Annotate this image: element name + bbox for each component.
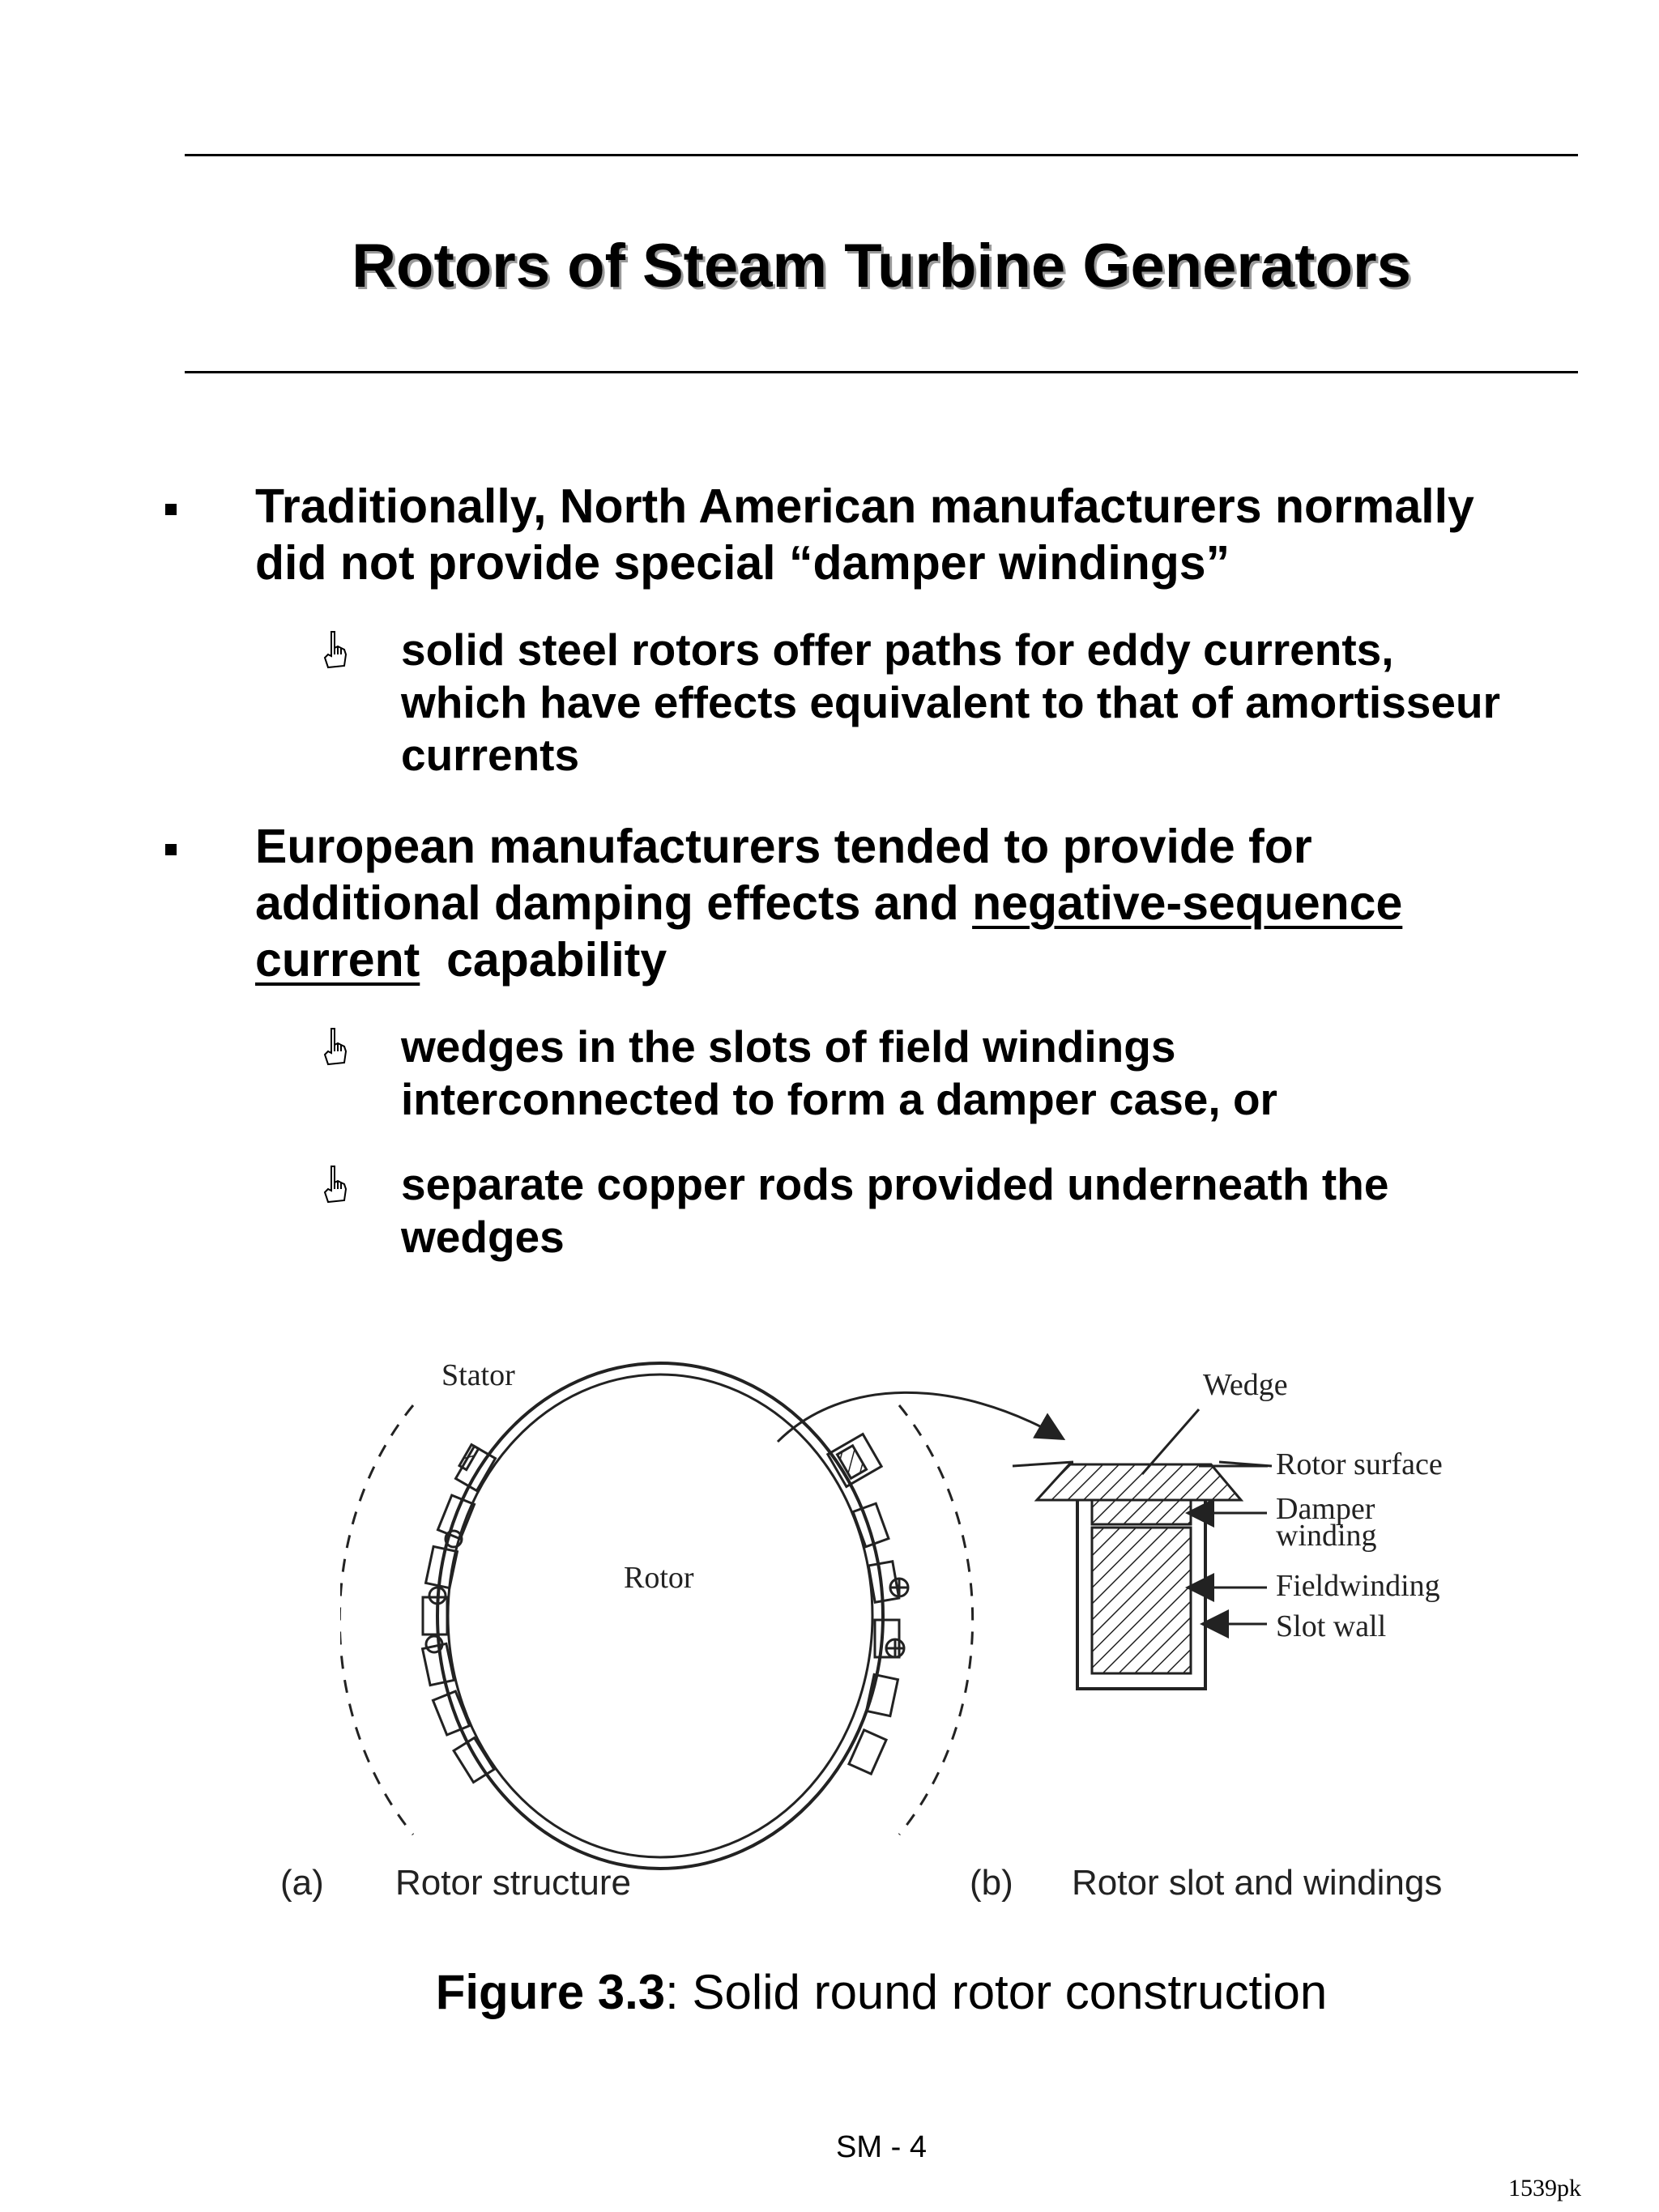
sub-bullet-text: currents (401, 730, 580, 780)
square-bullet-icon (165, 504, 177, 515)
subfigure-b-label: Rotor slot and windings (1072, 1863, 1443, 1903)
sub-bullet-text: interconnected to form a damper case, or (401, 1074, 1277, 1124)
stator-outline-right (899, 1405, 973, 1835)
rotor-construction-figure (340, 1328, 1491, 1928)
sub-bullet-text: separate copper rods provided underneath the (401, 1159, 1389, 1209)
sub-bullet-text: which have effects equivalent to that of amortisseur (401, 677, 1500, 727)
rotor-slot-drawing (1013, 1368, 1443, 1689)
bullet-text: did not provide special “damper windings” (255, 536, 1230, 590)
damper-label-2: winding (1276, 1519, 1377, 1553)
stator-outline-left (340, 1405, 413, 1835)
page-footer: SM - 4 (836, 2130, 927, 2164)
rotor-surface-label: Rotor surface (1276, 1447, 1443, 1481)
stator-label: Stator (441, 1358, 515, 1392)
rotor-slots (423, 1434, 908, 1783)
bullet-text: current capability (255, 933, 667, 987)
wedge-shape (1037, 1464, 1241, 1500)
rotor-inner-circle (448, 1375, 872, 1857)
title-underline-rule (185, 371, 1578, 373)
bullet-text: European manufacturers tended to provide for (255, 820, 1312, 873)
rotor-label: Rotor (624, 1561, 694, 1595)
sub-bullet-text: solid steel rotors offer paths for eddy currents, (401, 624, 1394, 675)
rotor-structure-drawing (340, 1358, 1061, 1869)
sub-bullet-text: wedges in the slots of field windings (401, 1021, 1176, 1072)
bullet-text: Traditionally, North American manufacturers normally (255, 479, 1474, 533)
underlined-term: negative-sequence (972, 876, 1403, 930)
subfigure-b-letter: (b) (970, 1863, 1013, 1903)
top-rule (185, 154, 1578, 156)
page-id: 1539pk (1508, 2175, 1581, 2201)
wedge-label: Wedge (1203, 1368, 1288, 1402)
field-winding-shape (1092, 1528, 1191, 1673)
pointing-hand-icon (320, 1027, 349, 1068)
sub-bullet-text: wedges (401, 1212, 565, 1262)
square-bullet-icon (165, 844, 177, 855)
damper-winding-shape (1092, 1500, 1191, 1524)
pointing-hand-icon (320, 1165, 349, 1205)
subfigure-a-letter: (a) (280, 1863, 324, 1903)
figure-caption: Figure 3.3: Solid round rotor construction (435, 1965, 1328, 2019)
subfigure-a-label: Rotor structure (395, 1863, 631, 1903)
page-title: Rotors of Steam Turbine Generators (352, 232, 1411, 300)
bullet-text: additional damping effects and negative-sequence (255, 876, 1403, 930)
slot-wall-label: Slot wall (1276, 1609, 1387, 1643)
damper-label: Damper (1276, 1492, 1375, 1526)
underlined-term: current (255, 933, 420, 987)
rotor-outer-circle (437, 1363, 883, 1869)
fieldwinding-label: Fieldwinding (1276, 1569, 1440, 1603)
pointing-hand-icon (320, 630, 349, 671)
